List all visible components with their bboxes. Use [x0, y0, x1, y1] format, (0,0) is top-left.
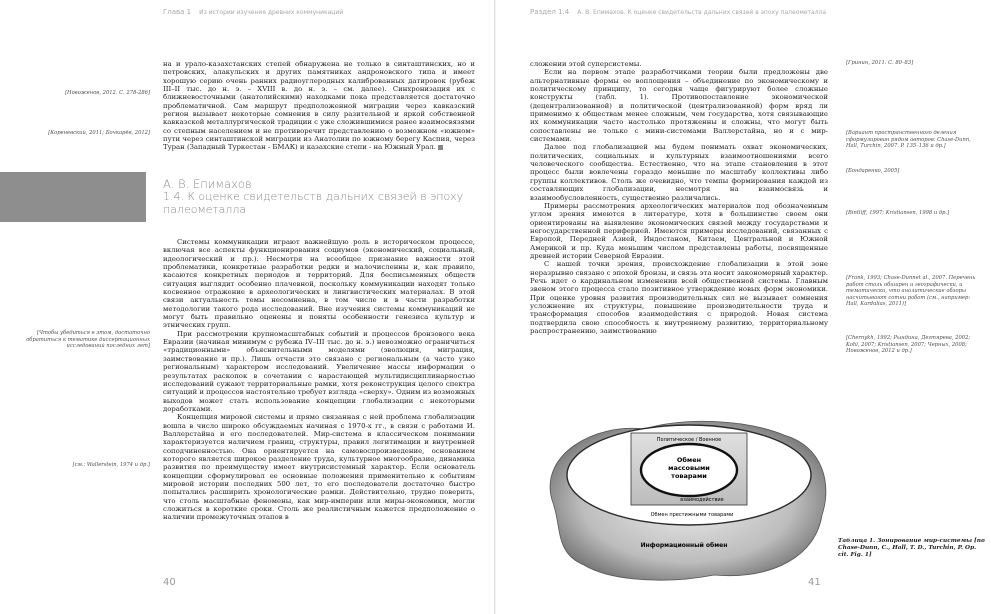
- paragraph: Далее под глобализацией мы будем понимать охват экономических, политических, социальных и культурных взаимоотношениями всего человеческого сообщества. Естественно, что на этапе становления в этот процесс были вовлечены гораздо меньшие по масштабу коллективы либо группы коллективов. Столь же очевидно, что темпы формирования каждой из составляющих глобализации, несмотря на взаимосвязь и взаимообусловленность, существенно различались.: [530, 143, 828, 202]
- running-head-subtitle: Из истории изучения древних коммуникаций: [199, 9, 344, 16]
- paragraph: При рассмотрении крупномасштабных событий и процессов бронзового века Евразии (начиная минимум с рубежа IV–III тыс. до н. э.) невозможно ограничиться «традиционными» объяснительными моделями (эволюция, миграция, заимствование и пр.). Лишь отчасти это связано с региональным (а часто узко региональным) характером исследований. Увеличение массы информации о результатах раскопок в сочетании с нарастающей мультидисциплинарностью исследований сужают территориальные рамки, хотя реконструкция целого спектра ситуаций и процессов настоятельно требует взгляда «сверху». Одним из возможных выходов может стать использование концепции глобализации с некоторыми доработками.: [163, 329, 475, 413]
- paragraph: Концепция мировой системы и прямо связанная с ней проблема глобализации вошла в число широко обсуждаемых начиная с 1970-х гг., в связи с работами И. Валлерстайна и его последователей. Мир-система в классическом понимании характеризуется наличием границ, структуры, правил легитимации и внутренней соподчиненностью. Она ориентируется на самовоспроизведение, основанием которого является широкое разделение труда, культурное многообразие, динамика развития по преимуществу имеет внутрисистемный характер. Если основатель концепции сформулировал ее основные положения применительно к событиям мировой истории последних 500 лет, то его последователи достаточно быстро попытались расширить хронологические рамки. Действительно, трудно поверить, что столь масштабные феномены, как мир-империи или миры-экономики, могли сложиться в короткие сроки. Столь же реалистичным кажется предположение о наличии промежуточных этапов в: [163, 413, 475, 522]
- paragraph: Системы коммуникации играют важнейшую роль в историческом процессе, включая все аспекты функционирования социумов (экономический, социальный, идеологический и пр.). Несмотря на всеобщее признание важности этой проблематики, конкретные разработки редки и малочисленны и, как правило, касаются конкретных периодов и территорий. Для бесписьменных обществ ситуация выглядит особенно плачевной, поскольку коммуникации находят только косвенное отражение в археологических и лингвистических материалах. В этой связи актуальность темы несомненна, в том числе и в части разработки методологии такого рода исследований. Вне изучения системы коммуникаций не могут быть правильно оценены и поняты особенности генезиса культур и этнических групп.: [163, 238, 475, 330]
- world-system-zoning-diagram: [534, 415, 834, 585]
- margin-note: [Frank, 1993; Chase-Dunnet al., 2007. Перечень работ столь обширен и географически, и тематически, что аналитические обзоры насчитывают сотни работ (см., например: Hall, Kardulias, 2011)]: [846, 275, 976, 308]
- left-page: [0, 0, 495, 614]
- margin-note: [см.: Wallerstein, 1974 и др.]: [72, 462, 150, 468]
- information-exchange-label: Информационный обмен: [640, 542, 728, 549]
- right-page: [496, 0, 991, 614]
- margin-note: [Гринин, 2011. С. 80–83]: [846, 60, 914, 66]
- main-text-right: [530, 60, 828, 335]
- paragraph: Если на первом этапе разработчиками теории были предложены две альтернативные формы ее воплощения – объединение по экономическому и политическому принципу, то сегодня чаще фигурируют более сложные конструкты (табл. 1). Противопоставление экономической (децентрализованной) и политической (централизованной) форм вряд ли применимо к обществам менее сложным, чем государства, хотя связывающие их коммуникации часто настолько протяженны и сложны, что могут быть сопоставлены не только с мини-системами Валлерстайна, но и с мир-системами.: [530, 68, 828, 144]
- page-number-right: 41: [808, 577, 821, 588]
- running-head-chapter: Глава 1: [163, 8, 192, 16]
- running-head-section: Раздел 1.4: [530, 8, 570, 16]
- paragraph: сложении этой суперсистемы.: [530, 60, 642, 68]
- page-number-left: 40: [163, 577, 176, 588]
- section-author: А. В. Епимахов: [163, 177, 252, 191]
- margin-note: [Chernykh, 1992; Рындина, Дегтярева, 2002; Kohl, 2007; Kristiansen, 2007; Черных, 2008; Новоженов, 2012 и др.]: [846, 335, 971, 355]
- running-head-right: [530, 8, 826, 16]
- margin-note: [Новоженов, 2012. С. 278-286]: [65, 90, 150, 96]
- margin-note: [Бондаренко, 2005]: [846, 168, 900, 174]
- bulk-goods-label-line: Обмен: [676, 456, 702, 464]
- section-marker-bar: [0, 172, 146, 222]
- margin-note: [Чтобы убедиться в этом, достаточно обратиться к тематике диссертационных исследований последних лет]: [26, 330, 150, 350]
- section-title: 1.4. К оценке свидетельств дальних связей в эпоху палеометалла: [163, 190, 464, 216]
- intro-text: на и урало-казахстанских степей обнаружена не только в синташтинских, но и петровских, алакульских и других памятниках андроновского типа и имеет хорошую серию очень ранних радиоуглеродных калиброванных датировок (рубеж III–II тыс. до н. э. – XVIII в. до н. э. – см. далее). Синхронизация их с ближневосточными (анатолийскими) находками пока представляется достаточно проблематичной. Сам маршрут предположенной миграции через кавказский регион вызывает некоторые сомнения в силу разительной и яркой собственной кавказской металлургической традиции с уже сложившимися ранее взаимосвязями со степным населением и не противоречит представлению о возможном «южном» пути через синташтинской миграции из Анатолии по южному берегу Каспия, через Туран (Западный Туркестан - БМАК) и казахские степи - на Южный Урал.: [163, 60, 475, 152]
- main-text-left: [163, 238, 475, 522]
- running-head-subtitle: А. В. Епимахов. К оценке свидетельств дальних связей в эпоху палеометалла: [577, 9, 827, 16]
- margin-note: [Вариант пространственного деления сформулирован рядом авторов: Chase-Dunn, Hall, Turchin, 2007. P. 135–136 и др.]: [846, 130, 971, 150]
- political-military-label: Политическое / Военное: [656, 437, 722, 443]
- end-of-section-mark: [438, 145, 443, 150]
- paragraph: С нашей точки зрения, происхождение глобализации в этой зоне неразрывно связано с эпохой бронзы, и связь эта носит закономерный характер. Речь идет о кардинальном изменении всей общественной системы. Главным звеном этого процесса стало позитивное утверждение новых форм экономики. При оценке уровня развития производительных сил не вызывает сомнения усложнение их структуры, повышение производительности труда и трансформация способов взаимодействия с природой. Новая система подтвердила свою способность к внутреннему развитию, территориальному распространению, заимствованию: [530, 260, 828, 335]
- paragraph: Примеры рассмотрения археологических материалов под обозначенным углом зрения имеются в литературе, хотя в большинстве своем они ориентированы на выявление экономических связей между государствами и негосударственной периферией. Имеются примеры исследований, связанных с Европой, Передней Азией, Индостаном, Китаем, Центральной и Южной Америкой и пр. Куда меньшим числом представлены работы, посвященные древней истории Северной Евразии.: [530, 201, 828, 260]
- bulk-goods-label-line: массовыми: [668, 464, 710, 472]
- margin-note: [Bintliff, 1997; Kristiansen, 1998 и др.]: [846, 210, 950, 216]
- running-head-left: [163, 8, 343, 16]
- table-caption: Таблица 1. Зонирование мир-системы [по Chase-Dunn, C., Hall, T. D., Turchin, P. Op. cit. Fig. 1]: [838, 538, 985, 559]
- prestige-goods-label: Обмен престижными товарами: [650, 512, 734, 518]
- bulk-goods-label-line: товарами: [671, 472, 707, 480]
- interaction-label: взаимодействие: [680, 497, 724, 503]
- section-heading: [163, 178, 481, 216]
- intro-paragraph: [163, 60, 475, 152]
- margin-note: [Кореневский, 2011; Бочкарёв, 2012]: [48, 130, 150, 136]
